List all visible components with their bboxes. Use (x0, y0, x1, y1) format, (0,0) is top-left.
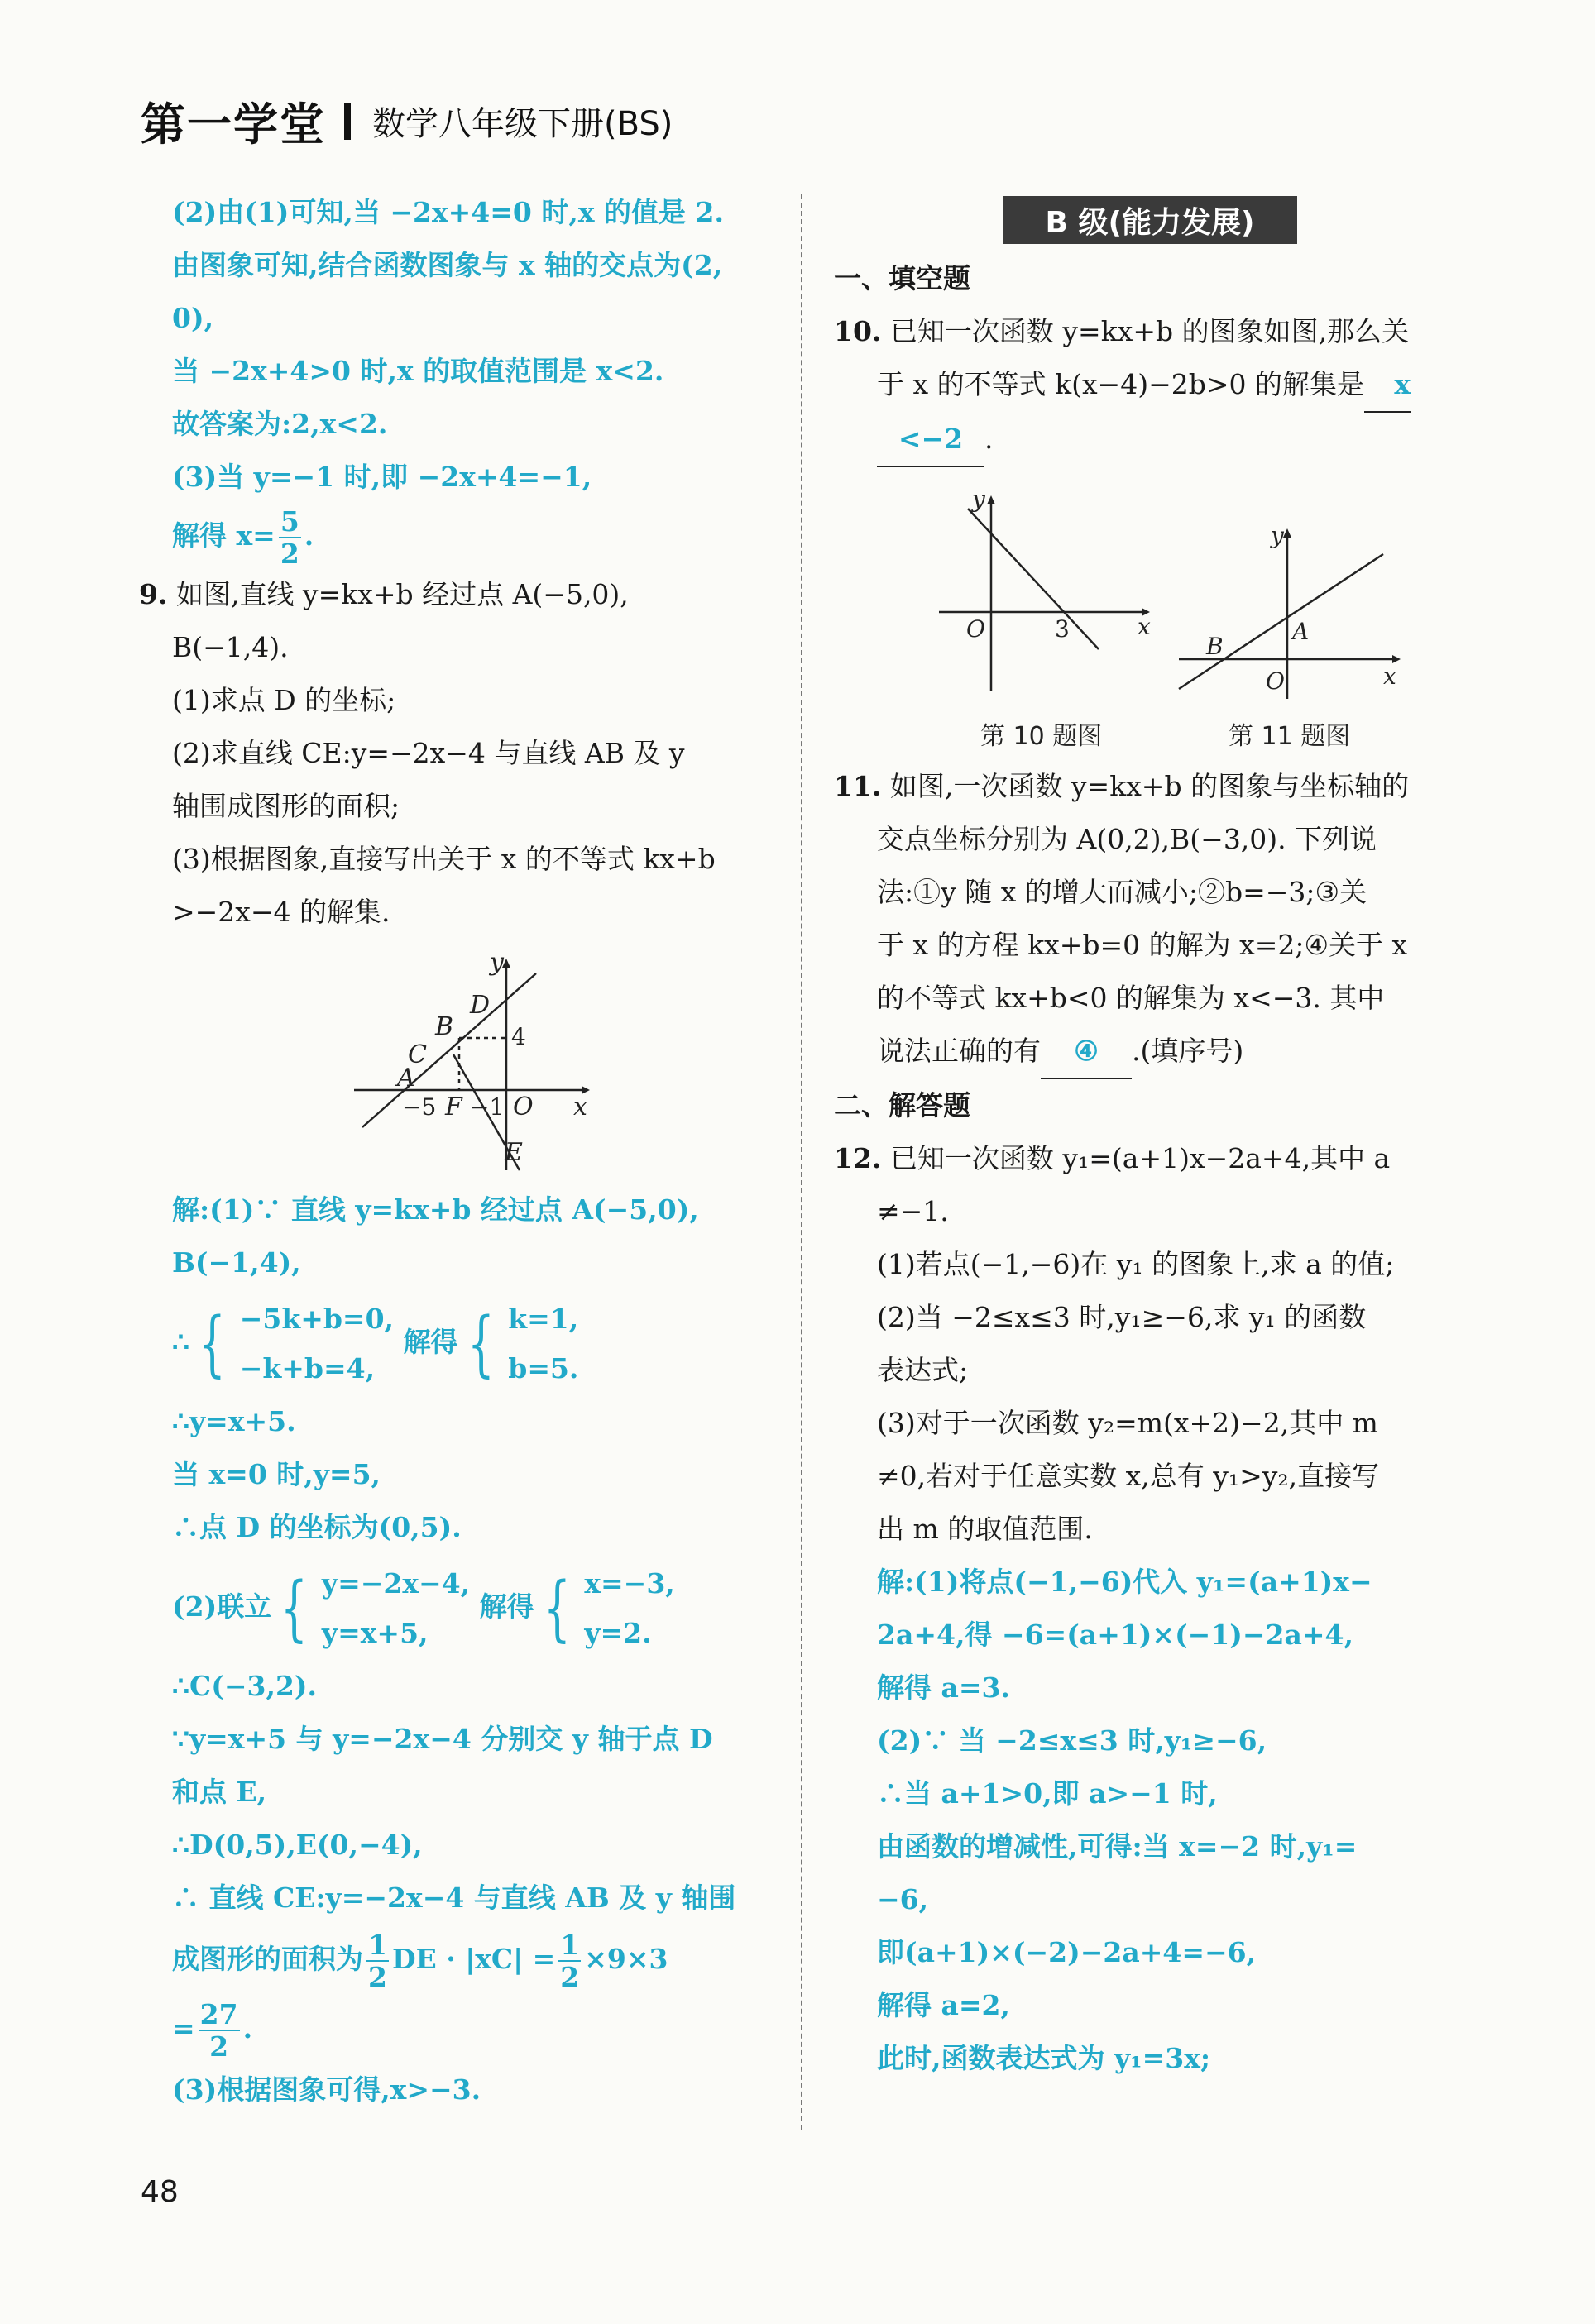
solution-area-result: = $\frac{27}{2}$ . (172, 1998, 253, 2063)
solution-line: 解:(1)将点(−1,−6)代入 y₁=(a+1)x− (877, 1566, 1372, 1598)
label-b: B (435, 1012, 454, 1041)
label-4: 4 (511, 1023, 526, 1050)
solution-line: ∴C(−3,2). (172, 1670, 318, 1702)
fig10-label-3: 3 (1055, 615, 1070, 643)
answer-blank: <−2 (877, 413, 984, 467)
section-fill-blank: 一、填空题 (834, 262, 970, 294)
fig11-label-o: O (1266, 667, 1285, 695)
solution-line: ∵y=x+5 与 y=−2x−4 分别交 y 轴于点 D (172, 1723, 713, 1755)
question-line: (3)根据图象,直接写出关于 x 的不等式 kx+b (172, 843, 716, 875)
question-line: (3)对于一次函数 y₂=m(x+2)−2,其中 m (877, 1407, 1378, 1439)
left-column (139, 186, 784, 2116)
solution-line: 和点 E, (172, 1776, 267, 1808)
solution-line: (2)∵ 当 −2≤x≤3 时,y₁≥−6, (877, 1724, 1267, 1757)
book-subtitle: 数学八年级下册(BS) (372, 105, 673, 143)
fig10-label-y: y (972, 485, 985, 513)
solution-line: 当 x=0 时,y=5, (172, 1458, 381, 1490)
label-d: D (470, 991, 491, 1020)
fig11-caption: 第 11 题图 (1229, 722, 1351, 751)
figure-9-graph (172, 939, 784, 1179)
level-b-banner: B 级(能力发展) (1003, 196, 1297, 244)
page-number: 48 (141, 2175, 179, 2209)
fig11-label-a: A (1292, 618, 1310, 645)
question-line: <−2 . (877, 413, 1473, 467)
question-9: 9. 如图,直线 y=kx+b 经过点 A(−5,0), (139, 578, 629, 610)
fig10-label-o: O (966, 615, 985, 643)
solution-line: ∴D(0,5),E(0,−4), (172, 1829, 423, 1861)
question-11: 11. 如图,一次函数 y=kx+b 的图象与坐标轴的 (834, 770, 1410, 802)
label-a: A (397, 1064, 415, 1093)
question-12: 12. 已知一次函数 y₁=(a+1)x−2a+4,其中 a (834, 1142, 1391, 1174)
question-line: 出 m 的取值范围. (877, 1513, 1093, 1545)
label-neg1: −1 (470, 1093, 505, 1121)
answer-line: (3)当 y=−1 时,即 −2x+4=−1, (172, 461, 592, 493)
solution-line: 2a+4,得 −6=(a+1)×(−1)−2a+4, (877, 1619, 1354, 1651)
solution-area-line: 成图形的面积为 $\frac{1}{2}$ DE · |xC| = $\frac{1}{2}$ ×9×3 (172, 1929, 668, 1993)
answer-blank: x (1364, 358, 1411, 413)
fig10-label-x: x (1138, 613, 1151, 640)
fig10-line (968, 509, 1099, 649)
column-divider (801, 194, 802, 2130)
question-line: 交点坐标分别为 A(0,2),B(−3,0). 下列说 (877, 823, 1377, 855)
solution-system-1: ∴ { −5k+b=0, −k+b=4, 解得 { k=1, b=5. (172, 1303, 579, 1385)
label-y: y (490, 948, 504, 977)
page-header (141, 89, 673, 153)
answer-line: 解得 x= $\frac{5}{2}$ . (172, 505, 314, 570)
answer-line: (2)由(1)可知,当 −2x+4=0 时,x 的值是 2. (172, 196, 724, 228)
solution-line: B(−1,4), (172, 1246, 301, 1279)
question-line: ≠−1. (877, 1195, 949, 1227)
solution-line: 此时,函数表达式为 y₁=3x; (877, 2042, 1211, 2074)
question-line: 于 x 的不等式 k(x−4)−2b>0 的解集是 x (877, 358, 1473, 413)
label-e: E (505, 1138, 523, 1167)
question-line: 的不等式 kx+b<0 的解集为 x<−3. 其中 (877, 982, 1385, 1014)
answer-blank: ④ (1041, 1025, 1132, 1079)
label-neg5: −5 (402, 1093, 437, 1121)
question-line: 轴围成图形的面积; (172, 790, 400, 822)
solution-system-2: (2)联立 { y=−2x−4, y=x+5, 解得 { x=−3, y=2. (172, 1567, 675, 1650)
solution-line: ∴当 a+1>0,即 a>−1 时, (877, 1777, 1218, 1810)
answer-line: 由图象可知,结合函数图象与 x 轴的交点为(2, (172, 249, 723, 281)
solution-line: (3)根据图象可得,x>−3. (172, 2073, 481, 2106)
question-line: (2)求直线 CE:y=−2x−4 与直线 AB 及 y (172, 737, 685, 769)
solution-line: ∴y=x+5. (172, 1405, 296, 1437)
question-line: (1)求点 D 的坐标; (172, 684, 396, 716)
question-10: 10. 已知一次函数 y=kx+b 的图象如图,那么关 (834, 315, 1410, 347)
question-line: 于 x 的方程 kx+b=0 的解为 x=2;④关于 x (877, 929, 1408, 961)
question-line: (1)若点(−1,−6)在 y₁ 的图象上,求 a 的值; (877, 1248, 1395, 1280)
solution-line: 由函数的增减性,可得:当 x=−2 时,y₁= (877, 1830, 1358, 1863)
label-c: C (408, 1040, 427, 1069)
question-line: >−2x−4 的解集. (172, 896, 390, 928)
label-o: O (513, 1093, 534, 1121)
solution-line: ∴ 直线 CE:y=−2x−4 与直线 AB 及 y 轴围 (172, 1882, 736, 1914)
label-f: F (445, 1093, 462, 1121)
figures-10-11 (877, 467, 1473, 757)
question-line: ≠0,若对于任意实数 x,总有 y₁>y₂,直接写 (877, 1460, 1380, 1492)
header-divider (344, 103, 351, 140)
solution-line: 解得 a=3. (877, 1671, 1010, 1704)
question-line: (2)当 −2≤x≤3 时,y₁≥−6,求 y₁ 的函数 (877, 1301, 1367, 1333)
brand-title: 第一学堂 (141, 98, 326, 151)
right-column (834, 252, 1473, 2085)
question-line: 说法正确的有 ④ .(填序号) (877, 1025, 1473, 1079)
solution-line: ∴点 D 的坐标为(0,5). (172, 1511, 462, 1543)
solution-line: 解得 a=2, (877, 1989, 1010, 2021)
question-line: B(−1,4). (172, 631, 289, 663)
fig11-label-b: B (1206, 633, 1224, 660)
answer-line: 故答案为:2,x<2. (172, 408, 388, 440)
question-line: 法:①y 随 x 的增大而减小;②b=−3;③关 (877, 876, 1367, 908)
answer-line: 当 −2x+4>0 时,x 的取值范围是 x<2. (172, 355, 664, 387)
label-x: x (573, 1093, 587, 1121)
section-solve: 二、解答题 (834, 1089, 970, 1121)
fig11-label-x: x (1383, 662, 1396, 690)
solution-line: 即(a+1)×(−2)−2a+4=−6, (877, 1936, 1257, 1968)
answer-line: 0), (172, 302, 214, 334)
solution-line: −6, (877, 1883, 929, 1915)
fig11-label-y: y (1271, 522, 1284, 549)
fig10-caption: 第 10 题图 (980, 722, 1103, 751)
solution-line: 解:(1)∵ 直线 y=kx+b 经过点 A(−5,0), (172, 1193, 699, 1226)
question-line: 表达式; (877, 1354, 969, 1386)
